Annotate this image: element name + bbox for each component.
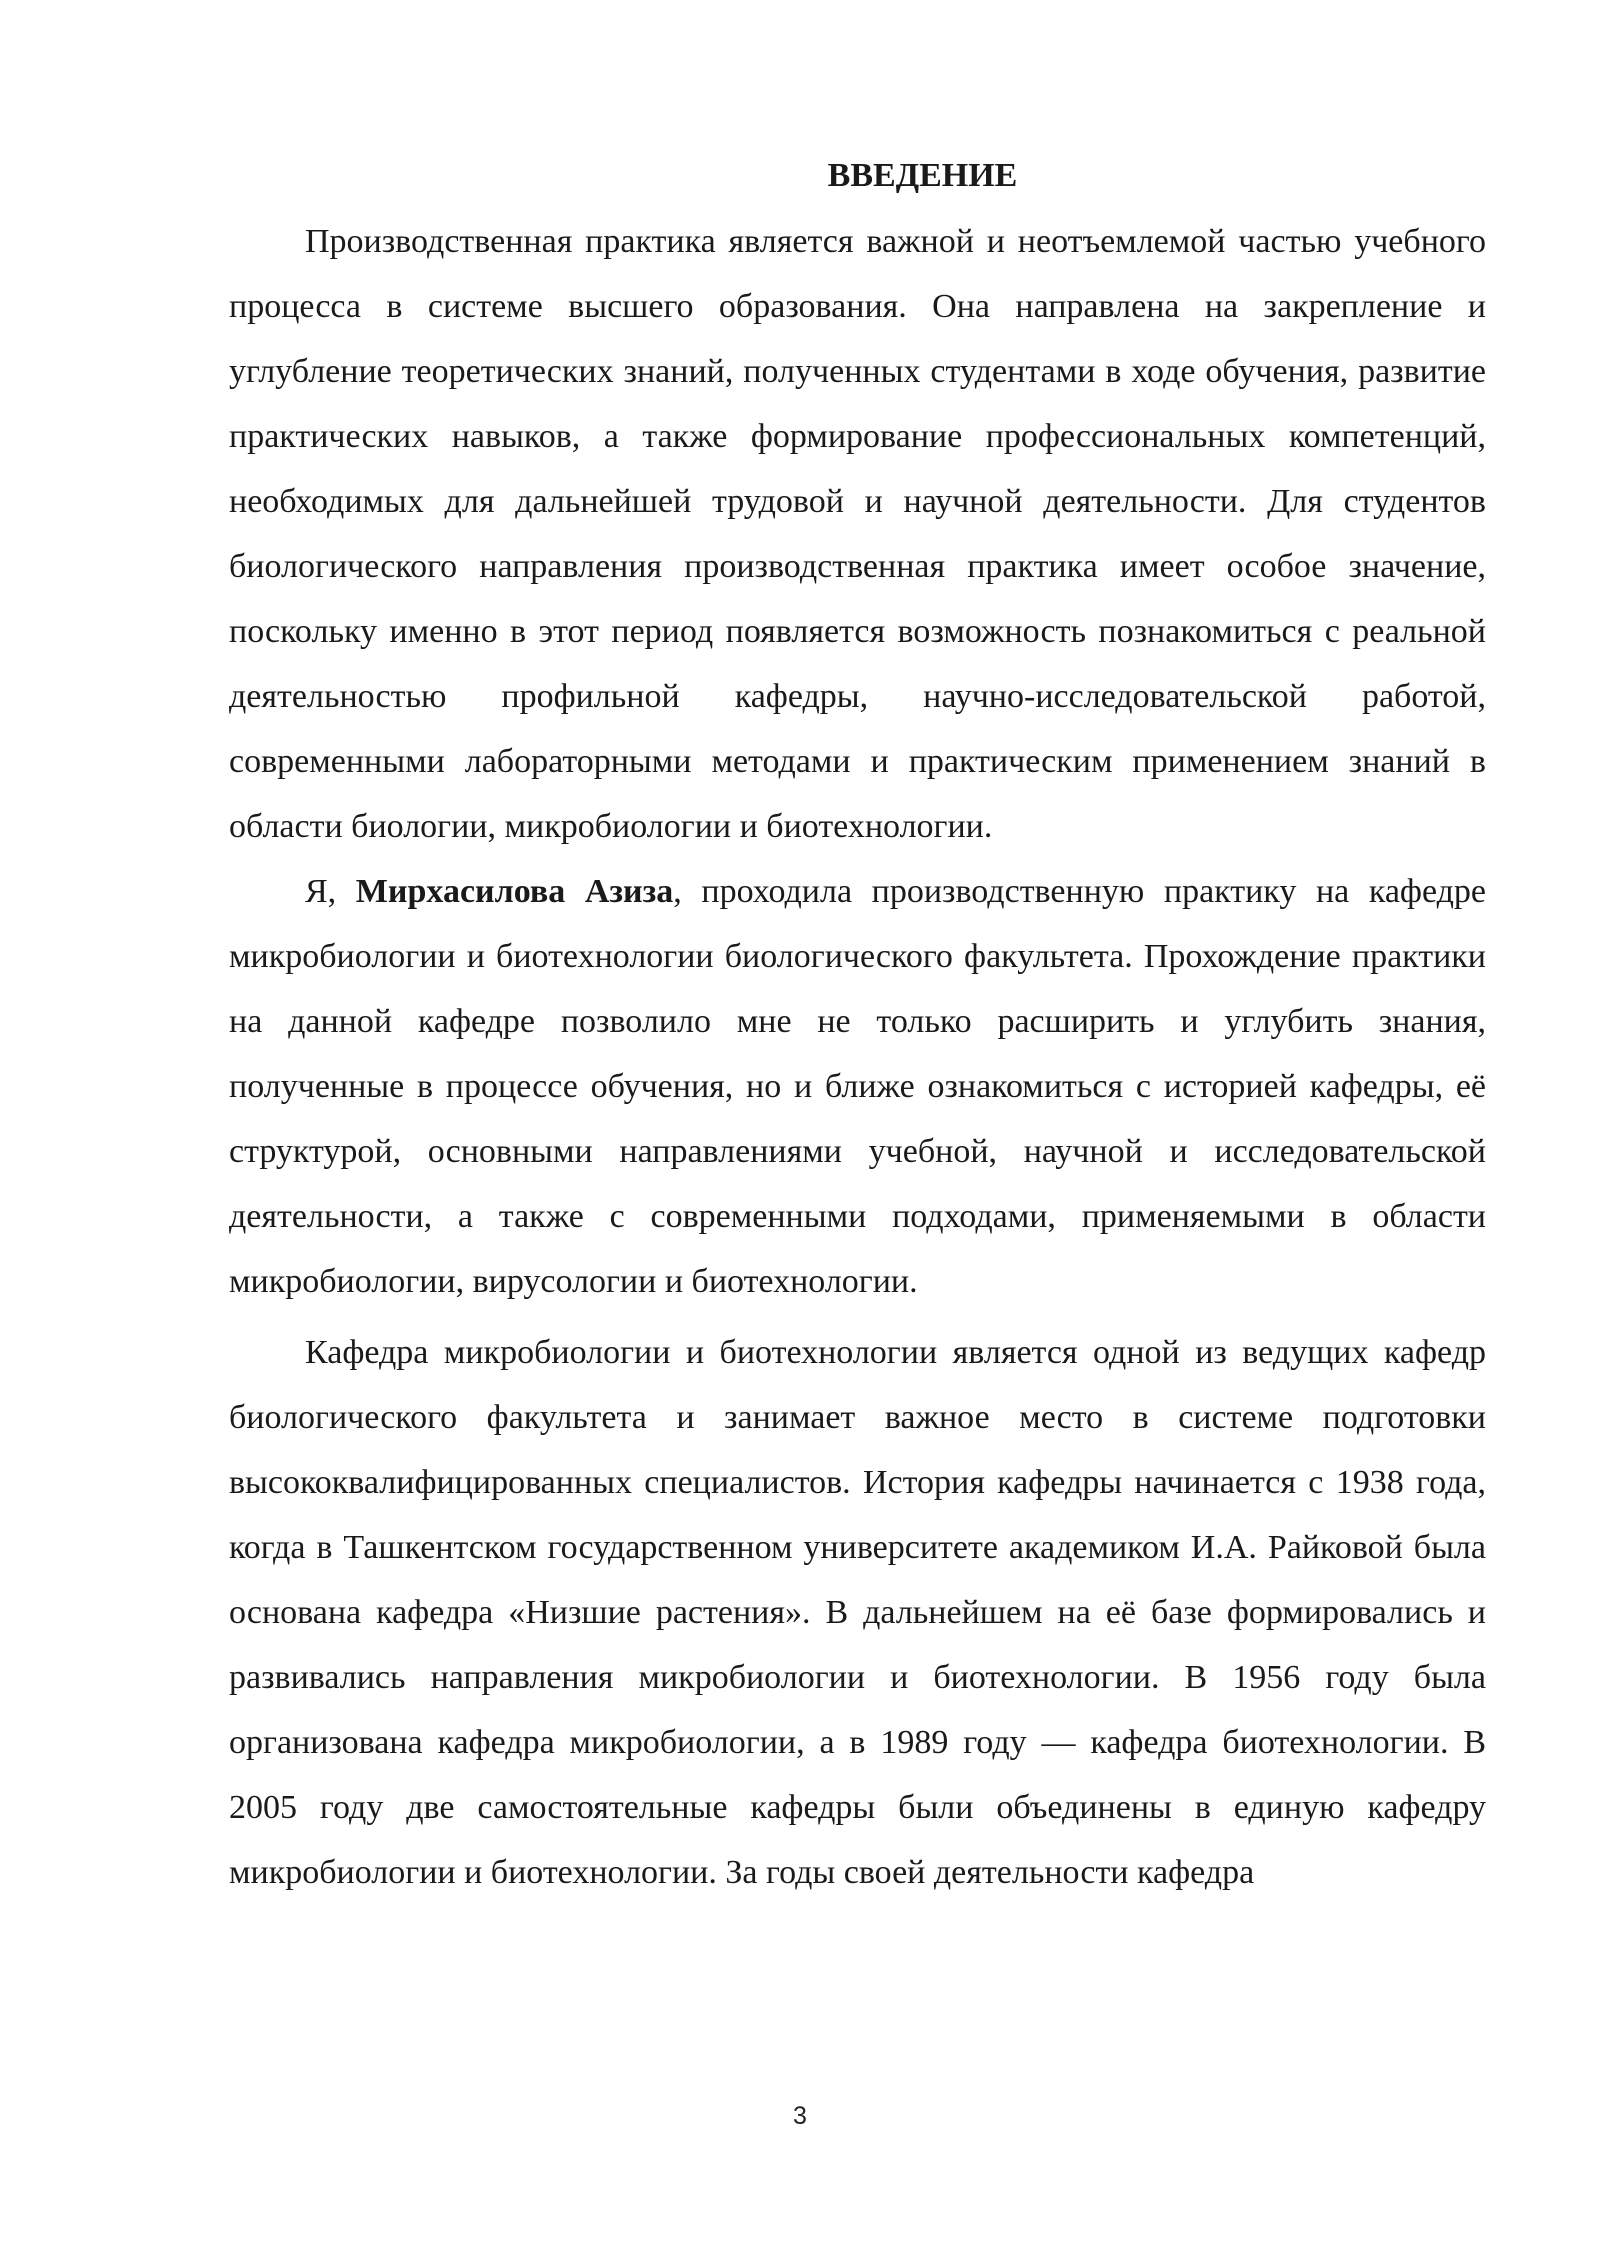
document-title: ВВЕДЕНИЕ (827, 157, 1018, 194)
author-name: Мирхасилова Азиза (355, 873, 674, 910)
document-body (229, 148, 1486, 1905)
paragraph-intro: Производственная практика является важной и неотъемлемой частью учебного процесса в системе высшего образования. Она направлена на закрепление и углубление теоретических знаний, полученных студентами в ходе обучения, развитие практических навыков, а также формирование профессиональных компетенций, необходимых для дальнейшей трудовой и научной деятельности. Для студентов биологического направления производственная практика имеет особое значение, поскольку именно в этот период появляется возможность познакомиться с реальной деятельностью профильной кафедры, научно-исследовательской работой, современными лабораторными методами и практическим применением знаний в области биологии, микробиологии и биотехнологии. (229, 223, 1486, 845)
page-number: 3 (793, 2102, 807, 2130)
paragraph-author (229, 859, 1486, 1314)
paragraph-department-history: Кафедра микробиологии и биотехнологии является одной из ведущих кафедр биологического факультета и занимает важное место в системе подготовки высококвалифицированных специалистов. История кафедры начинается с 1938 года, когда в Ташкентском государственном университете академиком И.А. Райковой была основана кафедра «Низшие растения». В дальнейшем на её базе формировались и развивались направления микробиологии и биотехнологии. В 1956 году была организована кафедра микробиологии, а в 1989 году — кафедра биотехнологии. В 2005 году две самостоятельные кафедры были объединены в единую кафедру микробиологии и биотехнологии. За годы своей деятельности кафедра (229, 1334, 1486, 1891)
paragraph-author-prefix: Я, (305, 873, 356, 910)
paragraph-author-text: , проходила производственную практику на кафедре микробиологии и биотехнологии биологического факультета. Прохождение практики на данной кафедре позволило мне не только расширить и углубить знания, полученные в процессе обучения, но и ближе ознакомиться с историей кафедры, её структурой, основными направлениями учебной, научной и исследовательской деятельности, а также с современными подходами, применяемыми в области микробиологии, вирусологии и биотехнологии. (229, 873, 1486, 1300)
